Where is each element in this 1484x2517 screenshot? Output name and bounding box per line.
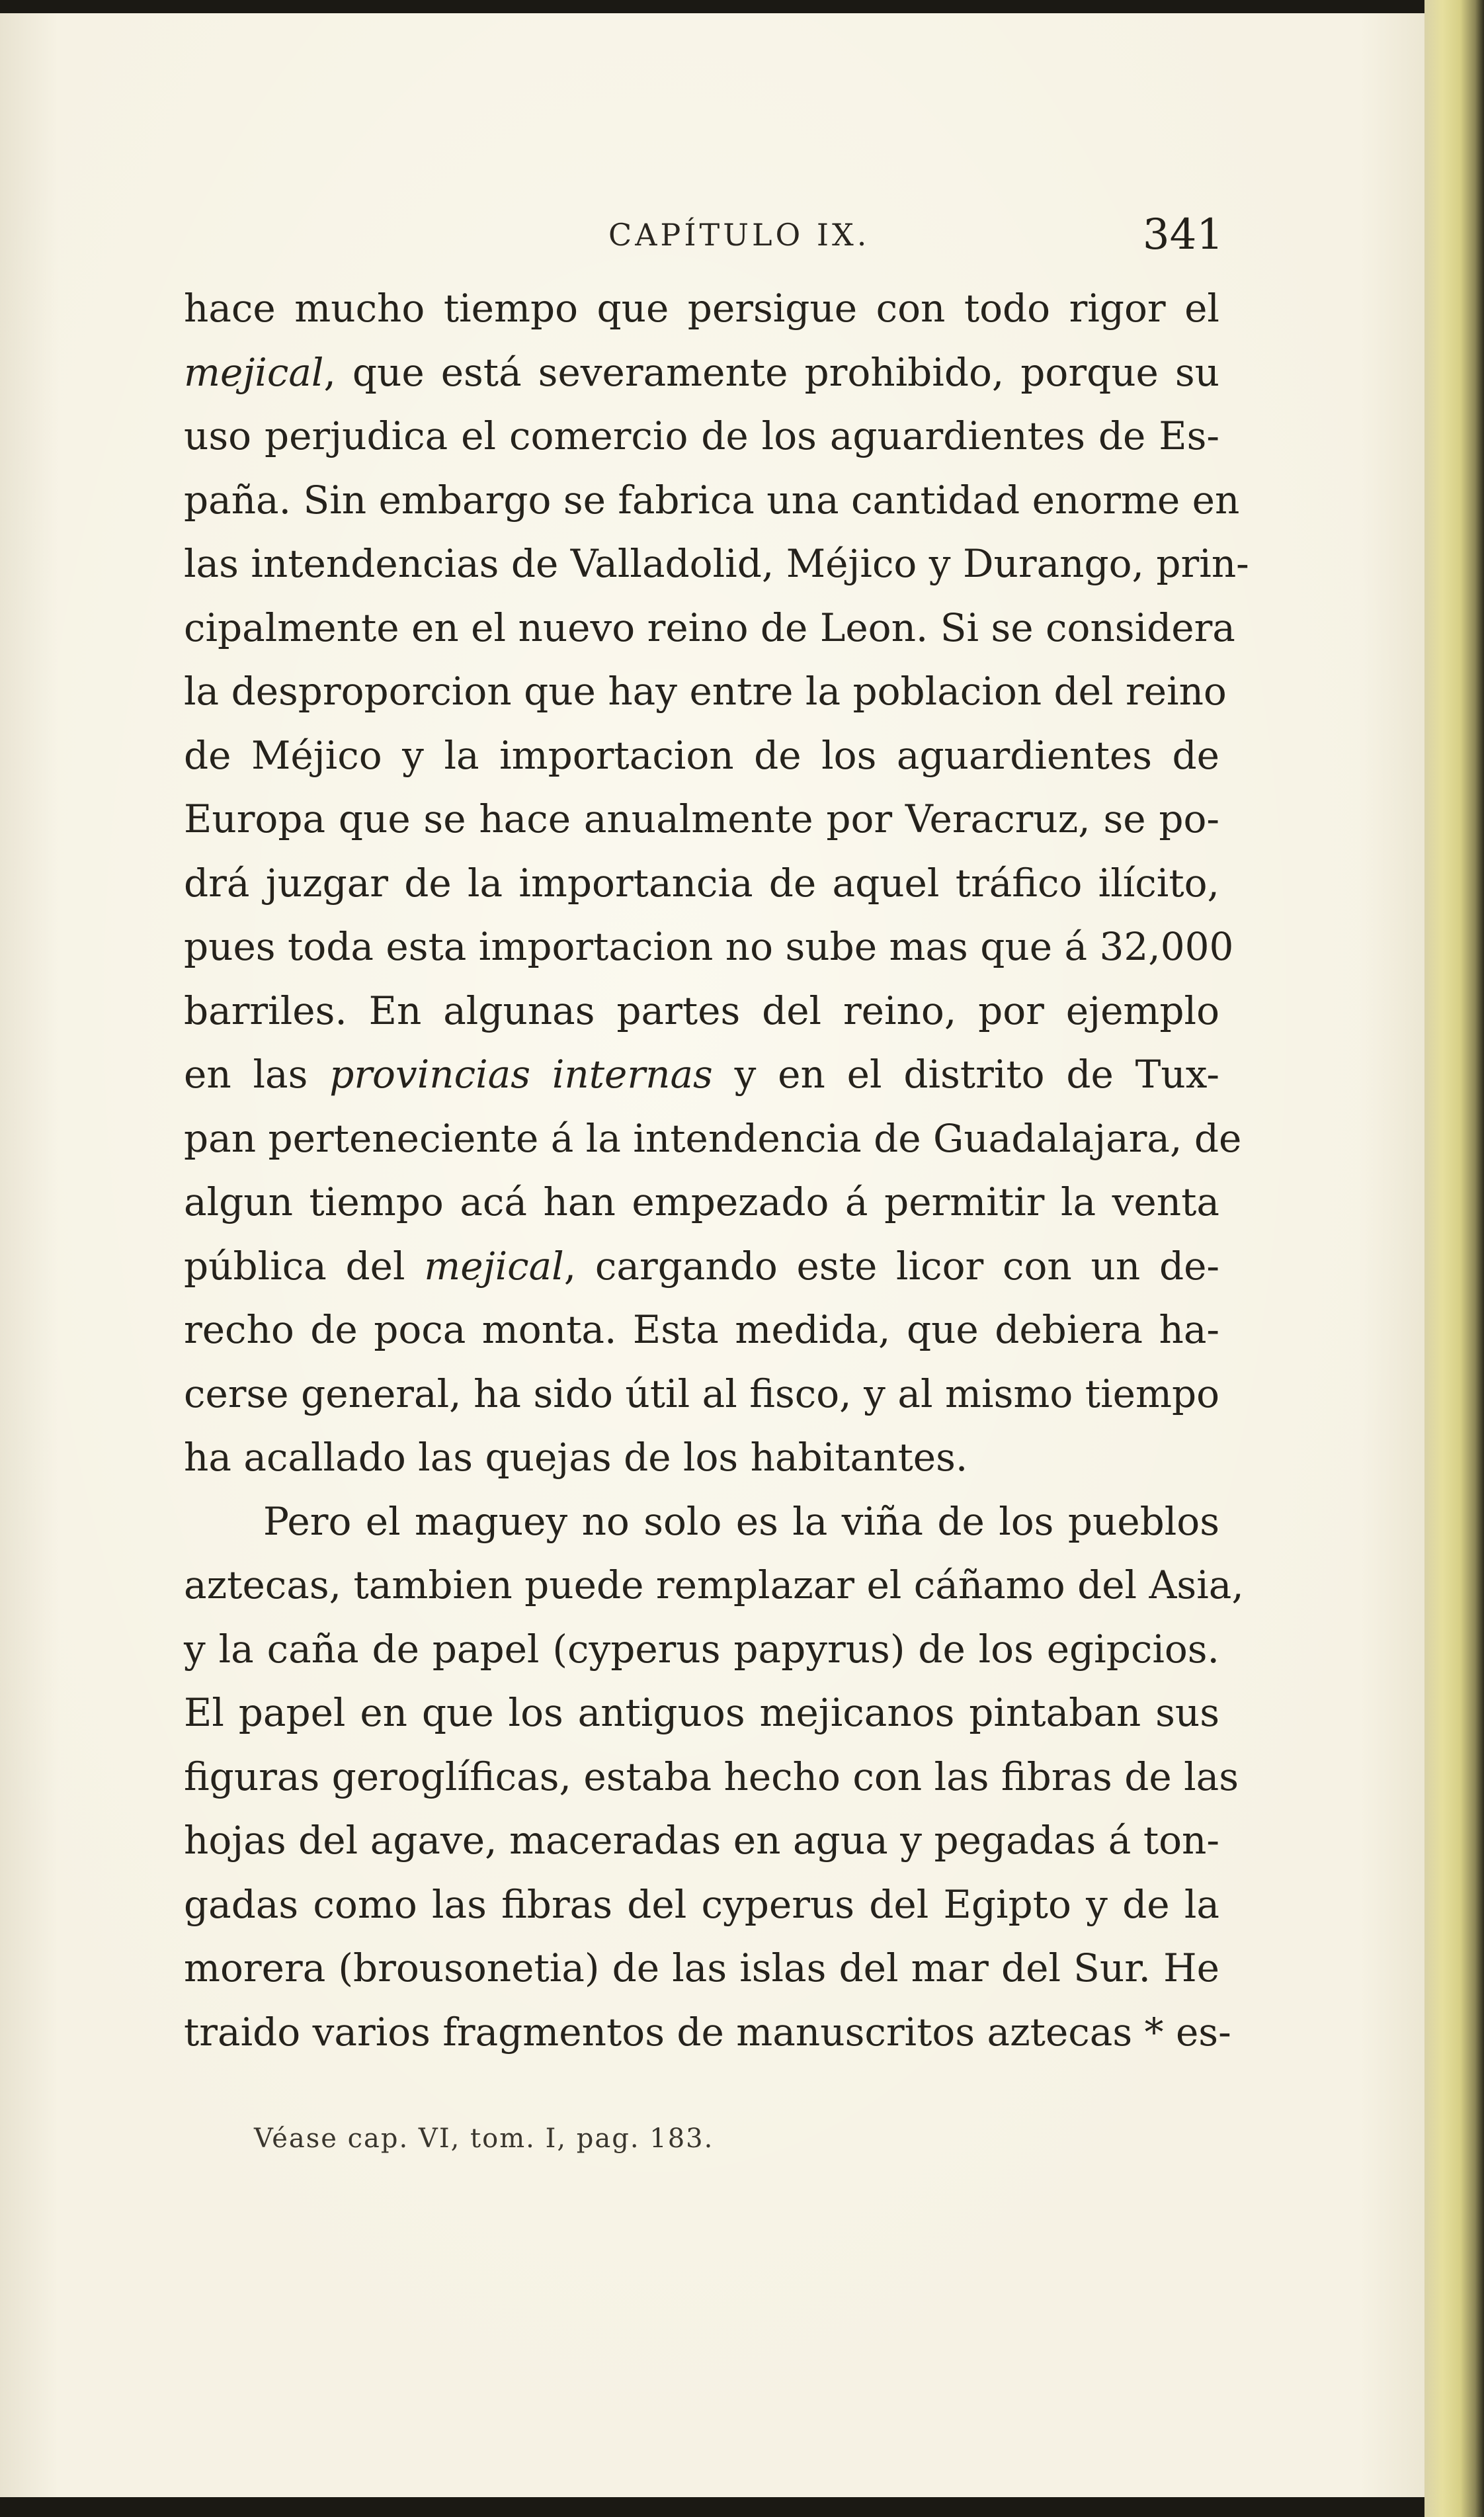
running-head: CAPÍTULO IX. [608, 217, 870, 253]
text-line: hojas del agave, maceradas en agua y pegadas á ton- [184, 1818, 1219, 1863]
text-line: recho de poca monta. Esta medida, que debiera ha- [184, 1307, 1219, 1352]
text-line: de Méjico y la importacion de los aguardientes de [184, 732, 1219, 778]
text-line: barriles. En algunas partes del reino, por ejemplo [184, 988, 1219, 1033]
text-line: uso perjudica el comercio de los aguardientes de Es- [184, 413, 1219, 458]
body-text [184, 277, 1249, 2064]
text-line: cipalmente en el nuevo reino de Leon. Si se considera [184, 605, 1235, 650]
text-line: ha acallado las quejas de los habitantes. [184, 1435, 968, 1480]
page-header [179, 210, 1223, 263]
text-line: pues toda esta importacion no sube mas que á 32,000 [184, 924, 1234, 969]
text-line: en las provincias internas y en el distrito de Tux- [184, 1052, 1219, 1097]
text-line: cerse general, ha sido útil al fisco, y al mismo tiempo [184, 1371, 1219, 1416]
text-line: drá juzgar de la importancia de aquel tráfico ilícito, [184, 860, 1219, 906]
italic-term: provincias internas [329, 1052, 713, 1097]
text-line: morera (brousonetia) de las islas del mar del Sur. He [184, 1945, 1219, 1990]
text-line: la desproporcion que hay entre la poblacion del reino [184, 669, 1227, 714]
italic-term: mejical [424, 1243, 564, 1289]
text-line: aztecas, tambien puede remplazar el cáñamo del Asia, [184, 1562, 1244, 1607]
text-line: gadas como las fibras del cyperus del Egipto y de la [184, 1881, 1219, 1927]
text-line: hace mucho tiempo que persigue con todo rigor el [184, 286, 1219, 331]
text-line: algun tiempo acá han empezado á permitir la venta [184, 1179, 1219, 1224]
text-line: El papel en que los antiguos mejicanos pintaban sus [184, 1690, 1219, 1735]
text-line: figuras geroglíficas, estaba hecho con las fibras de las [184, 1754, 1239, 1799]
page-number: 341 [1142, 210, 1223, 259]
text-line: las intendencias de Valladolid, Méjico y Durango, prin- [184, 541, 1249, 586]
footnote: Véase cap. VI, tom. I, pag. 183. [254, 2123, 714, 2154]
text-line: pan perteneciente á la intendencia de Guadalajara, de [184, 1115, 1242, 1161]
text-line: paña. Sin embargo se fabrica una cantidad enorme en [184, 477, 1240, 523]
text-line: traido varios fragmentos de manuscritos aztecas * es- [184, 2009, 1231, 2055]
italic-term: mejical [184, 349, 324, 395]
text-line: mejical, que está severamente prohibido, porque su [184, 349, 1219, 395]
text-line: Europa que se hace anualmente por Veracruz, se po- [184, 796, 1219, 841]
text-line: pública del mejical, cargando este licor con un de- [184, 1243, 1219, 1289]
text-line: y la caña de papel (cyperus papyrus) de los egipcios. [184, 1626, 1219, 1672]
text-line: Pero el maguey no solo es la viña de los pueblos [263, 1498, 1219, 1544]
page-edge [1424, 0, 1484, 2517]
